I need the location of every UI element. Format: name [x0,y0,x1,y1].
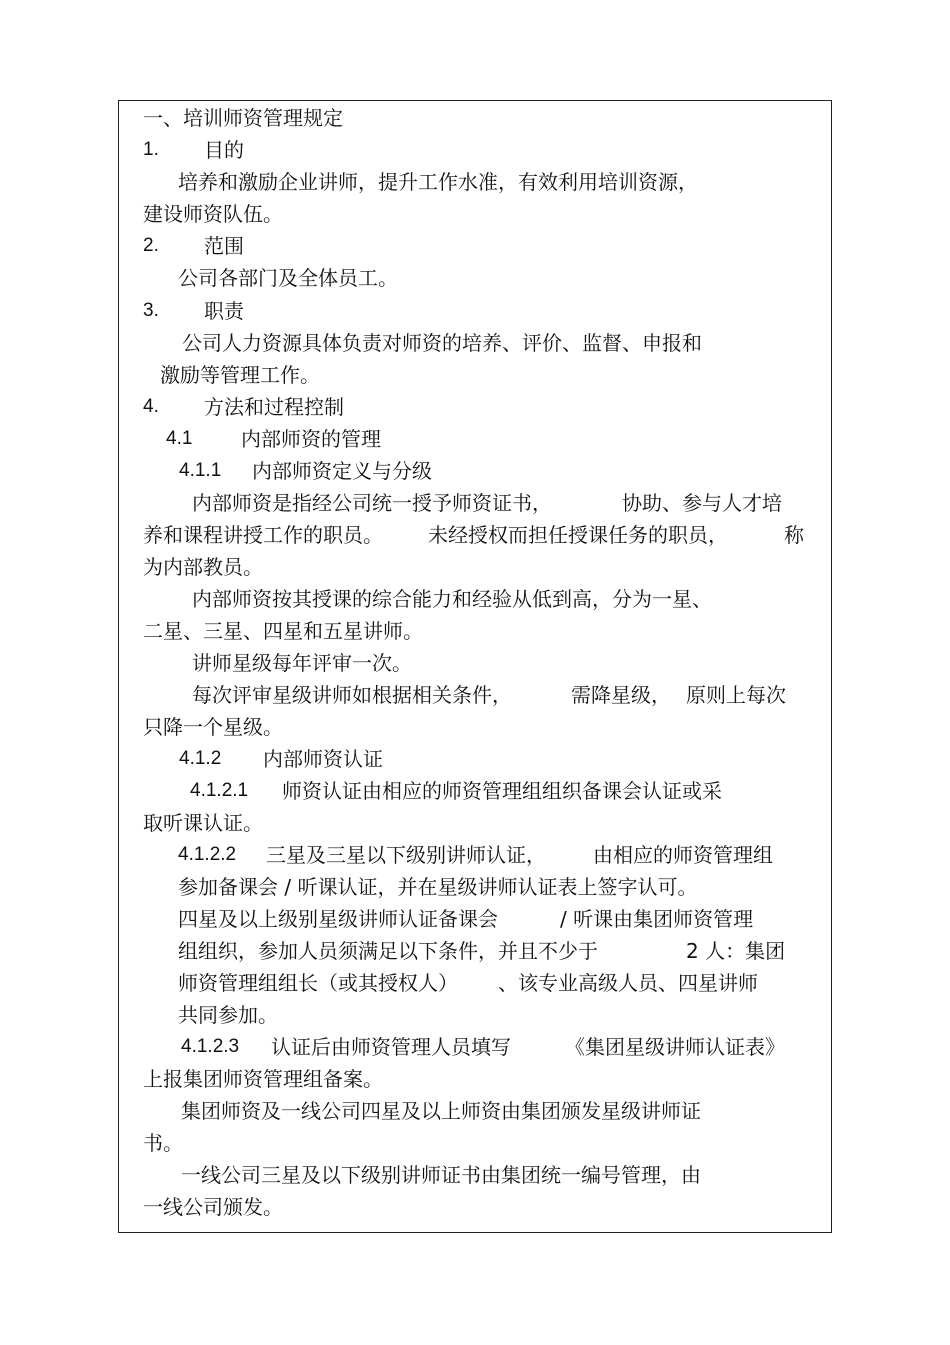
paragraph-line: 激励等管理工作。 [160,363,320,387]
paragraph-segment: 组组织，参加人员须满足以下条件，并且不少于 [178,939,598,963]
paragraph-line: 公司各部门及全体员工。 [178,266,398,290]
heading-4-1-2-number: 4.1.2 [179,748,222,769]
paragraph-line: 二星、三星、四星和五星讲师。 [143,619,423,643]
paragraph-segment: 《集团星级讲师认证表》 [565,1035,785,1059]
paragraph-line: 讲师星级每年评审一次。 [192,651,412,675]
paragraph-segment: 协助、参与人才培 [622,491,782,515]
paragraph-segment: 需降星级， [571,683,671,707]
heading-2-number: 2. [143,235,159,256]
clause-4-1-2-1-continuation: 取听课认证。 [143,811,263,835]
paragraph-segment: 共同参加。 [178,1003,278,1027]
section-title: 一、培训师资管理规定 [143,106,343,130]
paragraph-line: 一线公司颁发。 [143,1195,283,1219]
heading-1-number: 1. [143,139,159,160]
clause-4-1-2-1-number: 4.1.2.1 [190,780,249,801]
clause-4-1-2-2-number: 4.1.2.2 [178,844,237,865]
paragraph-segment: 上报集团师资管理组备案。 [143,1067,383,1091]
heading-4-1-1-title: 内部师资定义与分级 [252,459,432,483]
paragraph-segment: 未经授权而担任授课任务的职员， [428,523,728,547]
clause-4-1-2-3-number: 4.1.2.3 [181,1036,240,1057]
paragraph-segment: 内部师资是指经公司统一授予师资证书， [192,491,552,515]
paragraph-line: 培养和激励企业讲师，提升工作水准，有效利用培训资源， [178,170,698,194]
heading-2-title: 范围 [204,234,244,258]
paragraph-line: 书。 [143,1131,183,1155]
paragraph-segment: 为内部教员。 [143,555,263,579]
heading-3-title: 职责 [204,299,244,323]
paragraph-segment: 四星及以上级别星级讲师认证备课会 [178,907,498,931]
heading-1-title: 目的 [204,138,244,162]
paragraph-segment: 参加备课会 / 听课认证，并在星级讲师认证表上签字认可。 [178,875,698,899]
paragraph-segment: 、该专业高级人员、四星讲师 [498,971,758,995]
heading-4-1-2-title: 内部师资认证 [263,747,383,771]
heading-4-title: 方法和过程控制 [204,395,344,419]
paragraph-segment: 原则上每次 [686,683,786,707]
heading-4-number: 4. [143,396,159,417]
paragraph-segment: / 听课由集团师资管理 [560,907,754,931]
clause-4-1-2-1-text: 师资认证由相应的师资管理组组织备课会认证或采 [282,779,722,803]
paragraph-line: 内部师资按其授课的综合能力和经验从低到高，分为一星、 [192,587,712,611]
paragraph-segment: 认证后由师资管理人员填写 [271,1035,511,1059]
paragraph-line: 建设师资队伍。 [143,202,283,226]
paragraph-segment: 师资管理组组长（或其授权人） [178,971,458,995]
heading-4-1-number: 4.1 [166,428,193,449]
heading-3-number: 3. [143,300,159,321]
paragraph-line: 集团师资及一线公司四星及以上师资由集团颁发星级讲师证 [181,1099,701,1123]
paragraph-line: 一线公司三星及以下级别讲师证书由集团统一编号管理，由 [181,1163,701,1187]
paragraph-segment: 每次评审星级讲师如根据相关条件， [192,683,512,707]
paragraph-line: 公司人力资源具体负责对师资的培养、评价、监督、申报和 [182,331,702,355]
heading-4-1-1-number: 4.1.1 [179,460,222,481]
paragraph-segment: 由相应的师资管理组 [593,843,773,867]
paragraph-segment: 养和课程讲授工作的职员。 [143,523,383,547]
paragraph-segment: 称 [784,523,804,547]
paragraph-segment: 三星及三星以下级别讲师认证， [266,843,546,867]
heading-4-1-title: 内部师资的管理 [241,427,381,451]
paragraph-segment: 2 人：集团 [686,939,786,963]
paragraph-segment: 只降一个星级。 [143,715,283,739]
